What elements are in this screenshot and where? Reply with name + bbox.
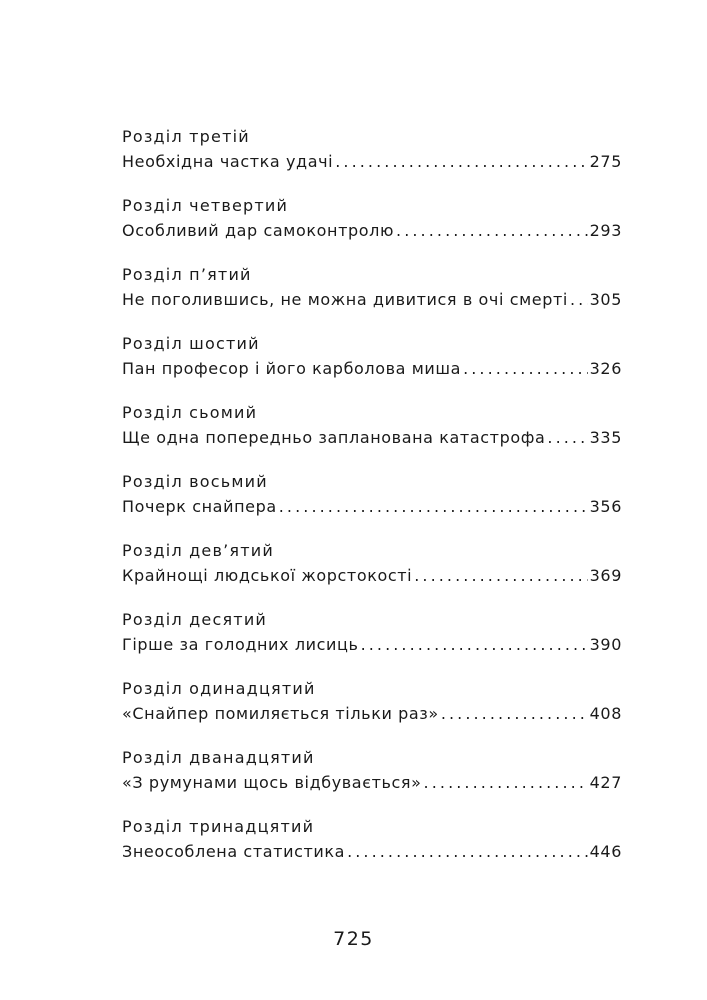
chapter-label: Розділ шостий	[122, 334, 260, 353]
dot-leader	[396, 221, 588, 241]
folio-page-number: 725	[333, 928, 374, 950]
chapter-label: Розділ тринадцятий	[122, 817, 315, 836]
chapter-title: Гірше за голодних лисиць	[122, 635, 359, 654]
dot-leader	[441, 704, 588, 724]
chapter-label: Розділ сьомий	[122, 403, 258, 422]
toc-entry	[122, 472, 622, 541]
chapter-title: Необхідна частка удачі	[122, 152, 334, 171]
chapter-label: Розділ дванадцятий	[122, 748, 315, 767]
page-number: 427	[589, 773, 622, 792]
dot-leader	[361, 635, 588, 655]
chapter-title: Почерк снайпера	[122, 497, 277, 516]
page-number: 293	[589, 221, 622, 240]
toc-entry	[122, 127, 622, 196]
page-number: 275	[589, 152, 622, 171]
dot-leader	[414, 566, 587, 586]
toc-entry	[122, 817, 622, 886]
chapter-label: Розділ п’ятий	[122, 265, 252, 284]
dot-leader	[424, 773, 588, 793]
page-number: 356	[589, 497, 622, 516]
chapter-line	[122, 635, 622, 655]
chapter-title: Пан професор і його карболова миша	[122, 359, 462, 378]
chapter-label: Розділ одинадцятий	[122, 679, 316, 698]
chapter-line	[122, 359, 622, 379]
toc-entry	[122, 265, 622, 334]
chapter-line	[122, 566, 622, 586]
toc-entry	[122, 610, 622, 679]
dot-leader	[570, 290, 588, 310]
page-number: 390	[589, 635, 622, 654]
chapter-label: Розділ дев’ятий	[122, 541, 274, 560]
chapter-label: Розділ четвертий	[122, 196, 289, 215]
chapter-title: Особливий дар самоконтролю	[122, 221, 395, 240]
dot-leader	[547, 428, 587, 448]
dot-leader	[335, 152, 587, 172]
toc-entry	[122, 748, 622, 817]
chapter-line	[122, 221, 622, 241]
page-number: 305	[589, 290, 622, 309]
chapter-line	[122, 290, 622, 310]
toc-entry	[122, 679, 622, 748]
page-number: 408	[589, 704, 622, 723]
chapter-line	[122, 497, 622, 517]
chapter-title: Ще одна попередньо запланована катастрофа	[122, 428, 546, 447]
chapter-line	[122, 428, 622, 448]
page-number: 326	[589, 359, 622, 378]
toc-entry	[122, 403, 622, 472]
chapter-line	[122, 152, 622, 172]
chapter-label: Розділ восьмий	[122, 472, 268, 491]
chapter-title: Знеособлена статистика	[122, 842, 346, 861]
page-number: 369	[589, 566, 622, 585]
chapter-title: «З румунами щось відбувається»	[122, 773, 422, 792]
chapter-title: «Снайпер помиляється тільки раз»	[122, 704, 439, 723]
chapter-line	[122, 773, 622, 793]
dot-leader	[463, 359, 588, 379]
page-number: 446	[589, 842, 622, 861]
toc-entry	[122, 196, 622, 265]
chapter-line	[122, 704, 622, 724]
chapter-label: Розділ десятий	[122, 610, 268, 629]
chapter-label: Розділ третій	[122, 127, 250, 146]
chapter-line	[122, 842, 622, 862]
dot-leader	[279, 497, 588, 517]
toc-entry	[122, 334, 622, 403]
chapter-title: Не поголившись, не можна дивитися в очі смерті	[122, 290, 568, 309]
table-of-contents	[122, 127, 622, 886]
dot-leader	[347, 842, 588, 862]
chapter-title: Крайнощі людської жорстокості	[122, 566, 413, 585]
page-number: 335	[589, 428, 622, 447]
toc-entry	[122, 541, 622, 610]
